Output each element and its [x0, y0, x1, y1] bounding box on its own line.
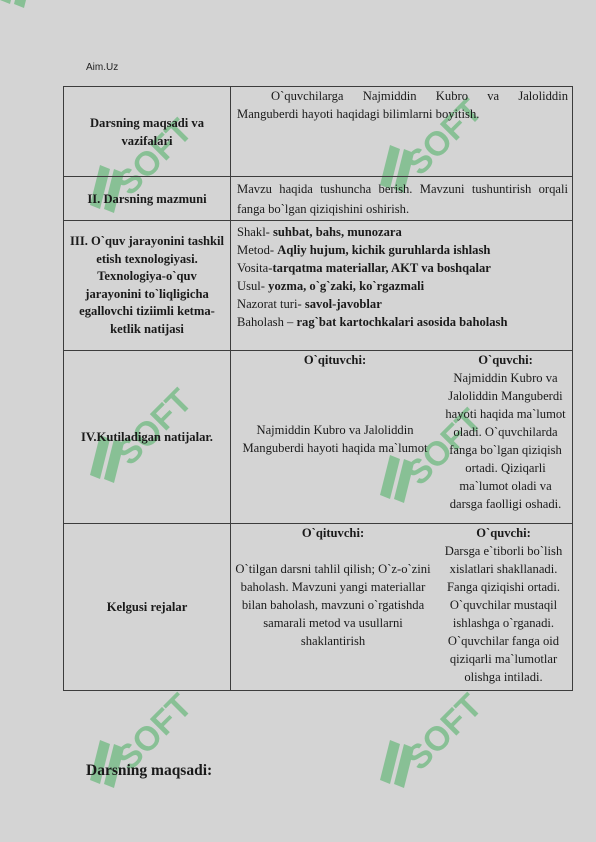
natijalar-teacher-text: Najmiddin Kubro va Jaloliddin Manguberdi hayoti haqida ma`lumot [242, 423, 428, 455]
row-label-rejalar: Kelgusi rejalar [64, 524, 231, 691]
mazmun-text: Mavzu haqida tushuncha berish. Mavzuni tushuntirish orqali fanga bo`lgan qiziqishini oshirish. [231, 177, 573, 221]
rejalar-student [435, 524, 572, 690]
student-heading: O`quvchi: [478, 353, 533, 367]
list-item: Shakl- suhbat, bahs, munozara [237, 225, 402, 239]
row-label-natijalar: IV.Kutiladigan natijalar. [64, 351, 231, 524]
list-item: Baholash – rag`bat kartochkalari asosida baholash [237, 315, 508, 329]
teacher-heading: O`qituvchi: [303, 353, 367, 367]
section-title: Darsning maqsadi: [86, 762, 213, 779]
maqsad-text: O`quvchilarga Najmiddin Kubro va Jaloliddin Manguberdi hayoti haqidagi bilimlarni boyitish. [231, 87, 573, 177]
row-label-texnologiya: III. O`quv jarayonini tashkil etish texnologiyasi. Texnologiya-o`quv jarayonini to`liqligicha egallovchi tiziimli ketma-ketlik natijasi [64, 221, 231, 351]
natijalar-student [439, 351, 572, 523]
table-row [64, 177, 573, 221]
student-heading: O`quvchi: [476, 526, 531, 540]
teacher-heading: O`qituvchi: [301, 526, 365, 540]
table-row [64, 524, 573, 691]
list-item: Usul- yozma, o`g`zaki, ko`rgazmali [237, 279, 425, 293]
texnologiya-list [231, 221, 573, 351]
row-label-maqsad: Darsning maqsadi va vazifalari [64, 87, 231, 177]
table-row [64, 221, 573, 351]
rejalar-teacher [231, 524, 435, 690]
list-item: Nazorat turi- savol-javoblar [237, 297, 382, 311]
rejalar-student-text: Darsga e`tiborli bo`lish xislatlari shakllanadi. Fanga qiziqishi ortadi. O`quvchilar mustaqil ishlashga o`rganadi. O`quvchilar fanga oid qiziqarli ma`lumotlar olishga intiladi. [444, 544, 563, 684]
row-label-mazmun: II. Darsning mazmuni [64, 177, 231, 221]
table-row [64, 87, 573, 177]
site-header: Aim.Uz [86, 62, 119, 73]
natijalar-teacher [231, 351, 439, 523]
list-item: Vosita-tarqatma materiallar, AKT va boshqalar [237, 261, 491, 275]
lesson-plan-table [63, 86, 573, 691]
rejalar-teacher-text: O`tilgan darsni tahlil qilish; O`z-o`zini baholash. Mavzuni yangi materiallar bilan baholash, mavzuni o`rgatishda samarali metod va usullarni shaklantirish [235, 562, 431, 648]
natijalar-student-text: Najmiddin Kubro va Jaloliddin Manguberdi hayoti haqida ma`lumot oladi. O`quvchilarda fanga bo`lgan qiziqish ortadi. Qiziqarli ma`lumot oladi va darsga faolligi oshadi. [445, 371, 566, 511]
list-item: Metod- Aqliy hujum, kichik guruhlarda ishlash [237, 243, 491, 257]
table-row [64, 351, 573, 524]
